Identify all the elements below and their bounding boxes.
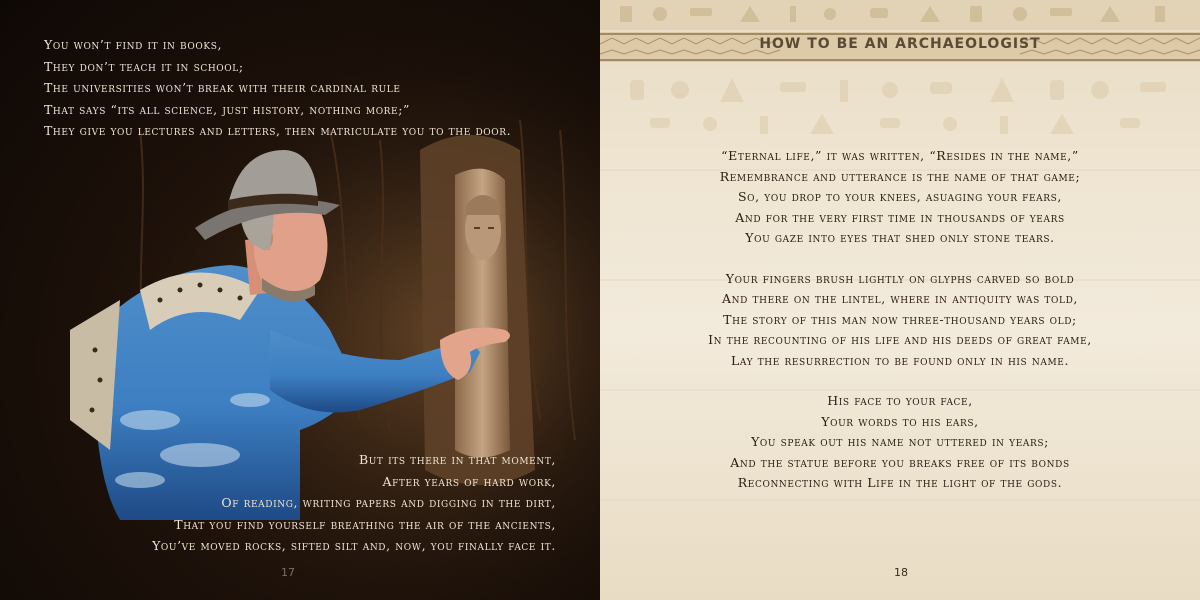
verse-line: After years of hard work,: [382, 473, 556, 489]
verse-line: Lay the resurrection to be found only in his name.: [730, 352, 1070, 368]
stanza-gap: [600, 249, 1200, 269]
chapter-title: HOW TO BE AN ARCHAEOLOGIST: [759, 36, 1041, 52]
verse-line: “Eternal life,” it was written, “Resides in the name,”: [721, 148, 1079, 163]
verse-line: His face to your face,: [827, 393, 973, 408]
verse-line: And the statue before you breaks free of its bonds: [730, 454, 1070, 470]
verse-line: And for the very first time in thousands of years: [735, 209, 1065, 225]
page-number-right: 18: [894, 566, 908, 579]
verse-line: Remembrance and utterance is the name of that game;: [719, 168, 1081, 184]
verse-line: So, you drop to your knees, asuaging your fears,: [738, 189, 1062, 204]
verse-line: You’ve moved rocks, sifted silt and, now, you finally face it.: [152, 538, 556, 554]
verse-line: They give you lectures and letters, then matriculate you to the door.: [44, 123, 512, 139]
right-poem: [600, 146, 1200, 494]
verse-line: Your words to his ears,: [821, 413, 979, 429]
verse-line: They don’t teach it in school;: [44, 58, 244, 74]
verse-line: Your fingers brush lightly on glyphs carved so bold: [725, 270, 1075, 286]
verse-line: And there on the lintel, where in antiquity was told,: [722, 291, 1078, 306]
verse-line: You won’t find it in books,: [44, 37, 223, 52]
page-number-left: 17: [281, 566, 295, 579]
verse-line: That you find yourself breathing the air of the ancients,: [174, 516, 556, 532]
verse-line: You gaze into eyes that shed only stone tears.: [745, 230, 1055, 245]
verse-line: The universities won’t break with their cardinal rule: [44, 80, 401, 96]
verse-line: In the recounting of his life and his deeds of great fame,: [708, 332, 1092, 347]
verse-line: You speak out his name not uttered in years;: [751, 434, 1049, 449]
verse-line: Of reading, writing papers and digging in the dirt,: [221, 495, 556, 511]
verse-line: The story of this man now three-thousand years old;: [723, 311, 1077, 327]
left-stanza-top: [44, 34, 511, 142]
left-stanza-bottom: [152, 449, 556, 557]
verse-line: But its there in that moment,: [358, 452, 556, 467]
right-page: [600, 0, 1200, 600]
stanza-gap: [600, 371, 1200, 391]
verse-line: Reconnecting with Life in the light of the gods.: [737, 475, 1063, 490]
verse-line: That says “its all science, just history, nothing more;”: [44, 101, 411, 117]
